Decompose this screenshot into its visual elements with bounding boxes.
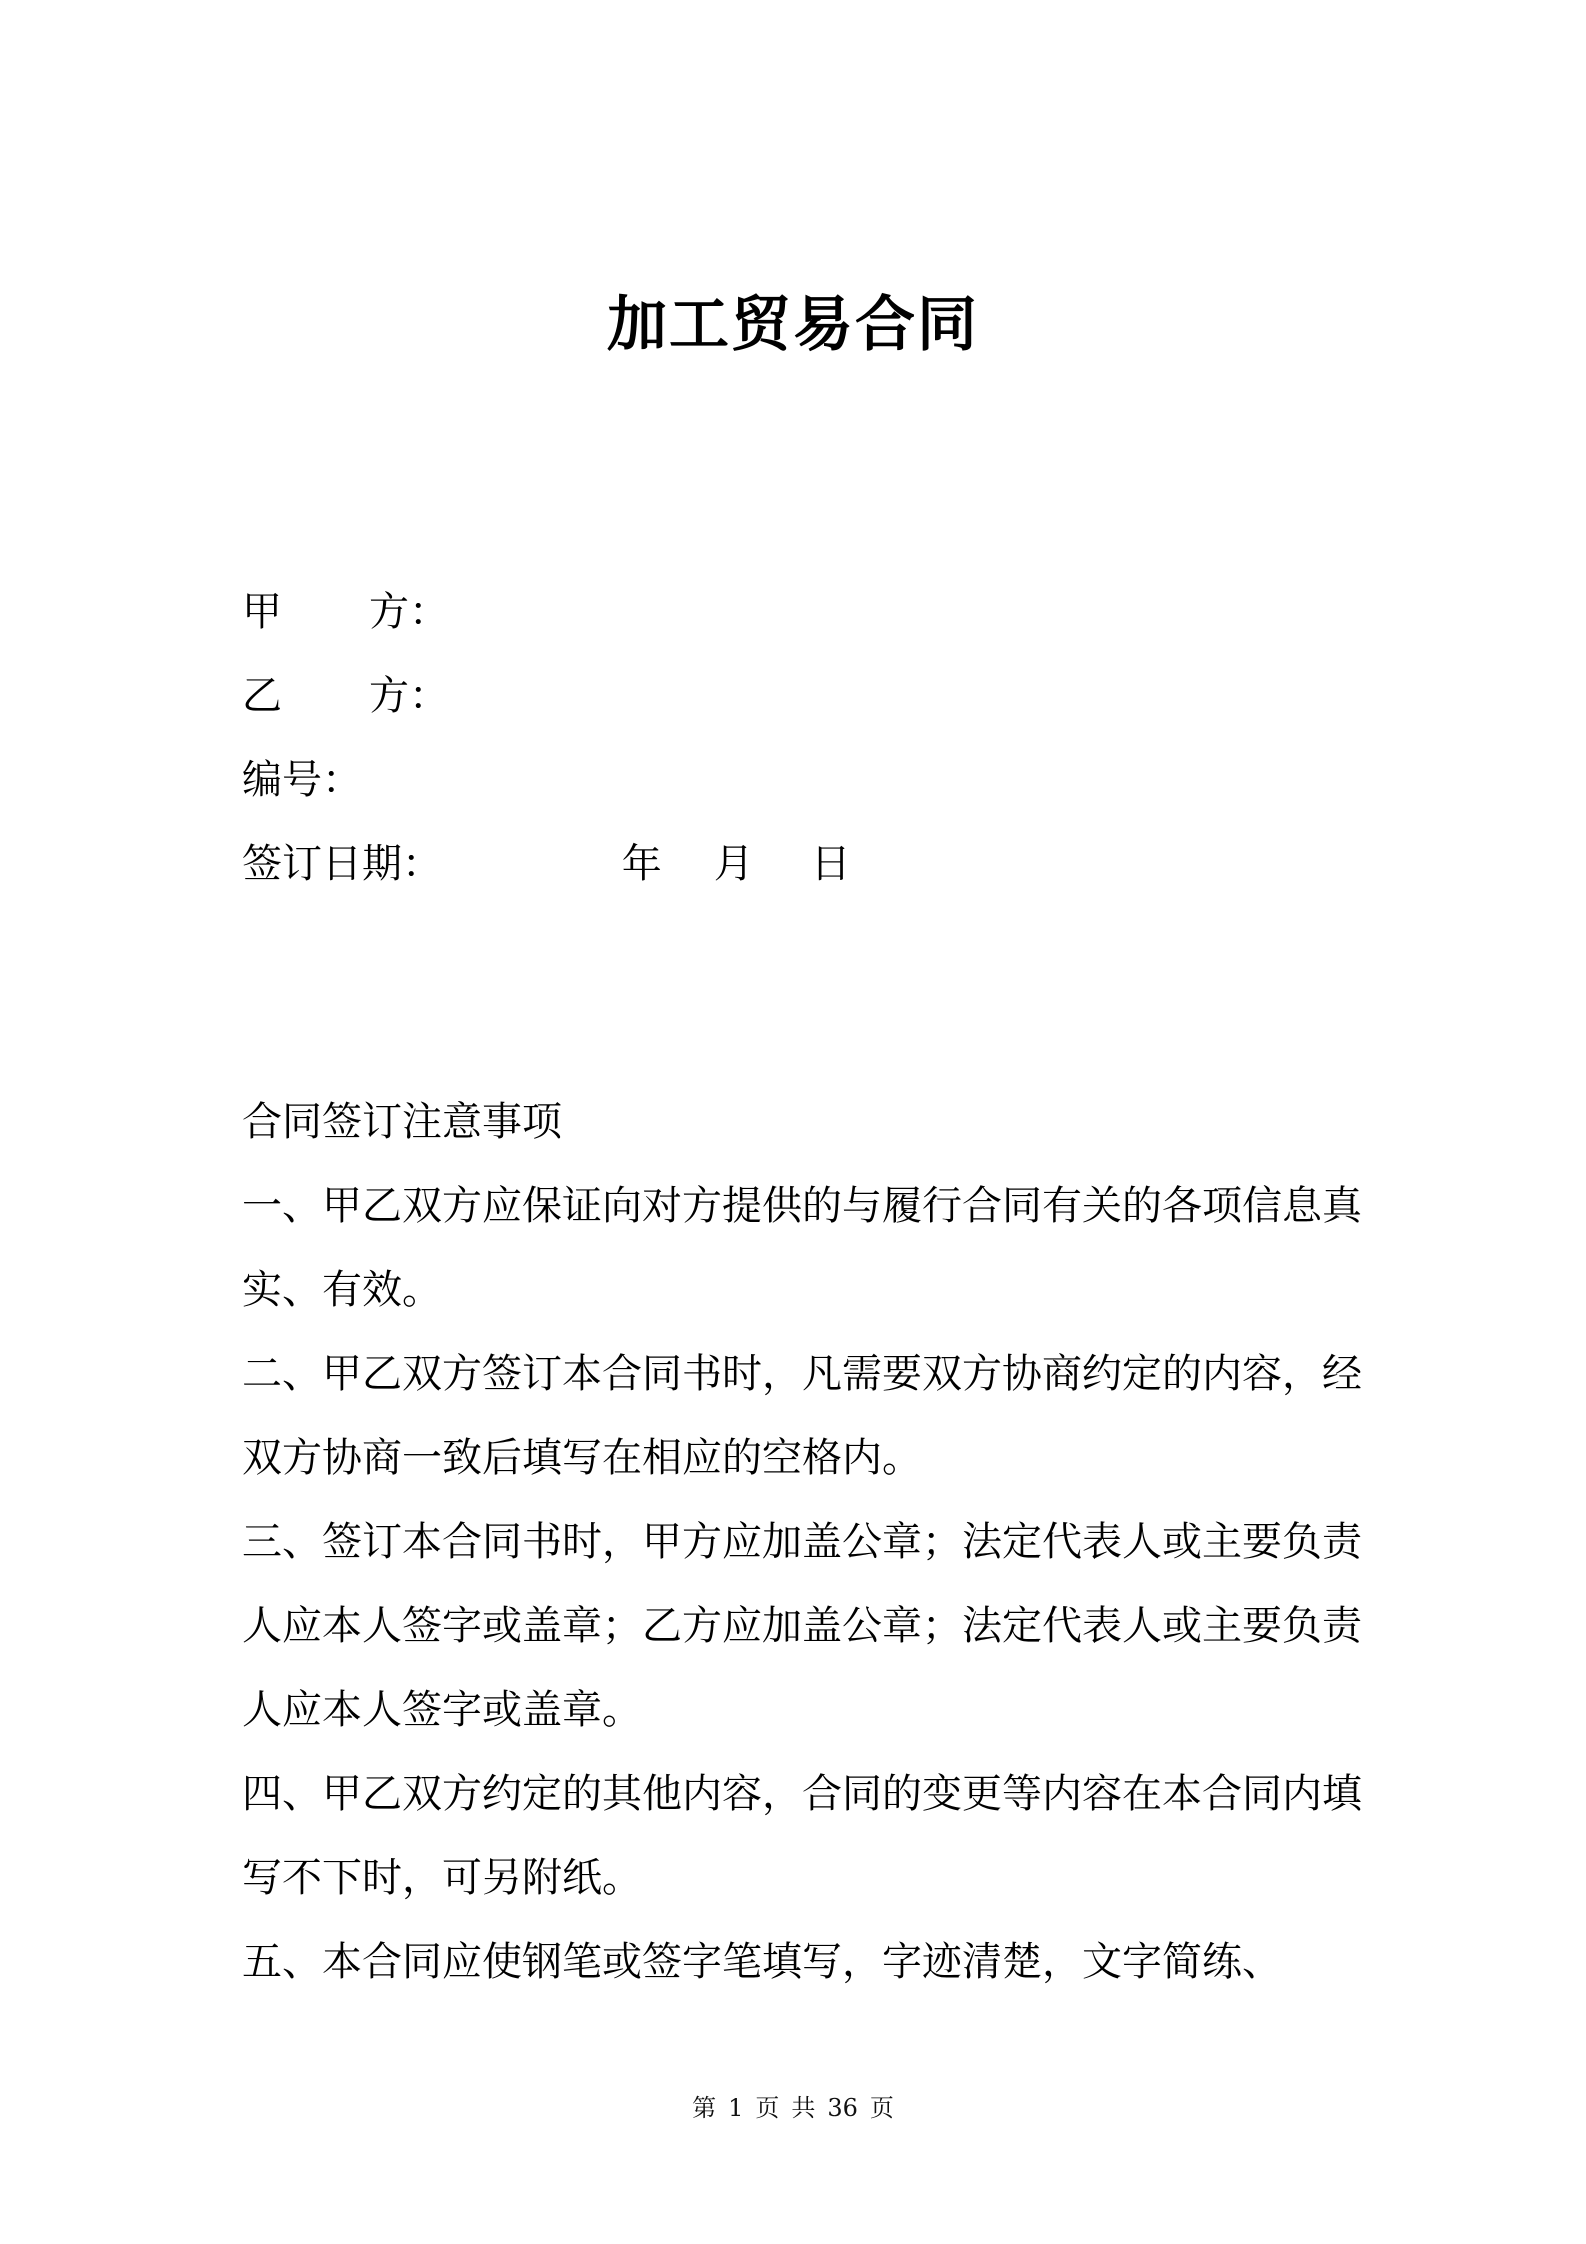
note-item-5: 五、本合同应使钢笔或签字笔填写，字迹清楚，文字简练、 bbox=[242, 1939, 1282, 1985]
signing-notes bbox=[242, 1080, 1362, 2004]
note-item-1: 一、甲乙双方应保证向对方提供的与履行合同有关的各项信息真实、有效。 bbox=[242, 1183, 1362, 1313]
note-item-3: 三、签订本合同书时，甲方应加盖公章；法定代表人或主要负责人应本人签字或盖章；乙方应加盖公章；法定代表人或主要负责人应本人签字或盖章。 bbox=[242, 1519, 1362, 1733]
party-b-field bbox=[242, 654, 1362, 738]
party-a-label-char: 甲 bbox=[242, 589, 282, 635]
footer-total-word: 共 bbox=[791, 2094, 816, 2122]
date-year-label: 年 bbox=[621, 841, 662, 887]
footer-current-page: 1 bbox=[728, 2094, 744, 2122]
signing-date-label: 签订日期： bbox=[242, 841, 442, 887]
document-title: 加工贸易合同 bbox=[607, 290, 979, 360]
party-b-label-suffix: 方： bbox=[369, 673, 449, 719]
notes-heading: 合同签订注意事项 bbox=[242, 1099, 562, 1145]
party-b-label-char: 乙 bbox=[242, 673, 282, 719]
date-day-label: 日 bbox=[810, 841, 851, 887]
footer-suffix: 页 bbox=[869, 2094, 894, 2122]
footer-total-pages: 36 bbox=[827, 2094, 858, 2122]
party-a-label-suffix: 方： bbox=[369, 589, 449, 635]
footer-prefix: 第 bbox=[692, 2094, 717, 2122]
signing-date-field bbox=[242, 822, 1362, 906]
note-item-4: 四、甲乙双方约定的其他内容，合同的变更等内容在本合同内填写不下时，可另附纸。 bbox=[242, 1771, 1362, 1901]
contract-fields bbox=[242, 570, 1362, 906]
note-item-2: 二、甲乙双方签订本合同书时，凡需要双方协商约定的内容，经双方协商一致后填写在相应的空格内。 bbox=[242, 1351, 1362, 1481]
party-a-field bbox=[242, 570, 1362, 654]
signing-date-parts bbox=[520, 774, 851, 954]
footer-page-word: 页 bbox=[755, 2094, 780, 2122]
date-month-label: 月 bbox=[713, 841, 754, 887]
contract-number-label: 编号： bbox=[242, 757, 362, 803]
page-footer bbox=[0, 2088, 1586, 2128]
